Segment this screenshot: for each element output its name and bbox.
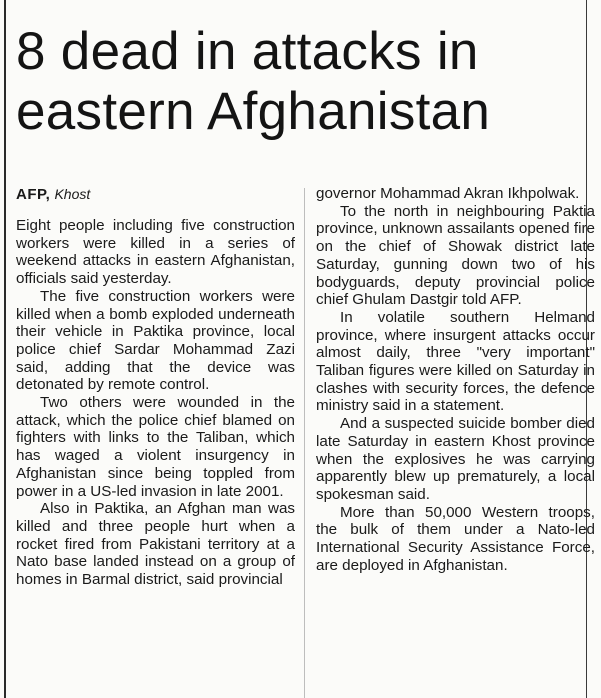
left-border-rule <box>4 0 6 698</box>
paragraph: Eight people including five construction workers were killed in a series of weekend attacks in eastern Afghanistan, officials said yesterday. <box>16 217 295 288</box>
paragraph: And a suspected suicide bomber died late Saturday in eastern Khost province when the explosives he was carrying apparently blew up prematurely, a local spokesman said. <box>316 415 595 503</box>
byline <box>16 185 295 204</box>
byline-location: Khost <box>54 186 91 202</box>
article-column-right <box>316 185 595 574</box>
headline: 8 dead in attacks in eastern Afghanistan <box>16 22 491 141</box>
column-divider <box>304 188 305 698</box>
paragraph: Also in Paktika, an Afghan man was killed and three people hurt when a rocket fired from Pakistani territory at a Nato base landed instead on a group of homes in Barmal district, said provincial <box>16 500 295 589</box>
paragraph: governor Mohammad Akran Ikhpolwak. <box>316 185 580 202</box>
paragraph: Two others were wounded in the attack, which the police chief blamed on fighters with links to the Taliban, which has waged a violent insurgency in Afghanistan since being toppled from power in a US-led invasion in late 2001. <box>16 394 295 500</box>
paragraph: To the north in neighbouring Paktia province, unknown assailants opened fire on the chief of Showak district late Saturday, gunning down two of his bodyguards, deputy provincial police chief Ghulam Dastgir told AFP. <box>316 202 595 309</box>
paragraph: The five construction workers were killed when a bomb exploded underneath their vehicle in Paktika province, local police chief Sardar Mohammad Zazi said, adding that the device was detonated by remote control. <box>16 287 295 394</box>
byline-source: AFP, <box>16 186 51 203</box>
article-column-left <box>16 185 295 589</box>
paragraph: In volatile southern Helmand province, where insurgent attacks occur almost daily, three "very important" Taliban figures were killed on Saturday in clashes with security forces, the defence ministry said in a statement. <box>316 308 595 415</box>
paragraph: More than 50,000 Western troops, the bulk of them under a Nato-led International Security Assistance Force, are deployed in Afghanistan. <box>316 503 595 574</box>
